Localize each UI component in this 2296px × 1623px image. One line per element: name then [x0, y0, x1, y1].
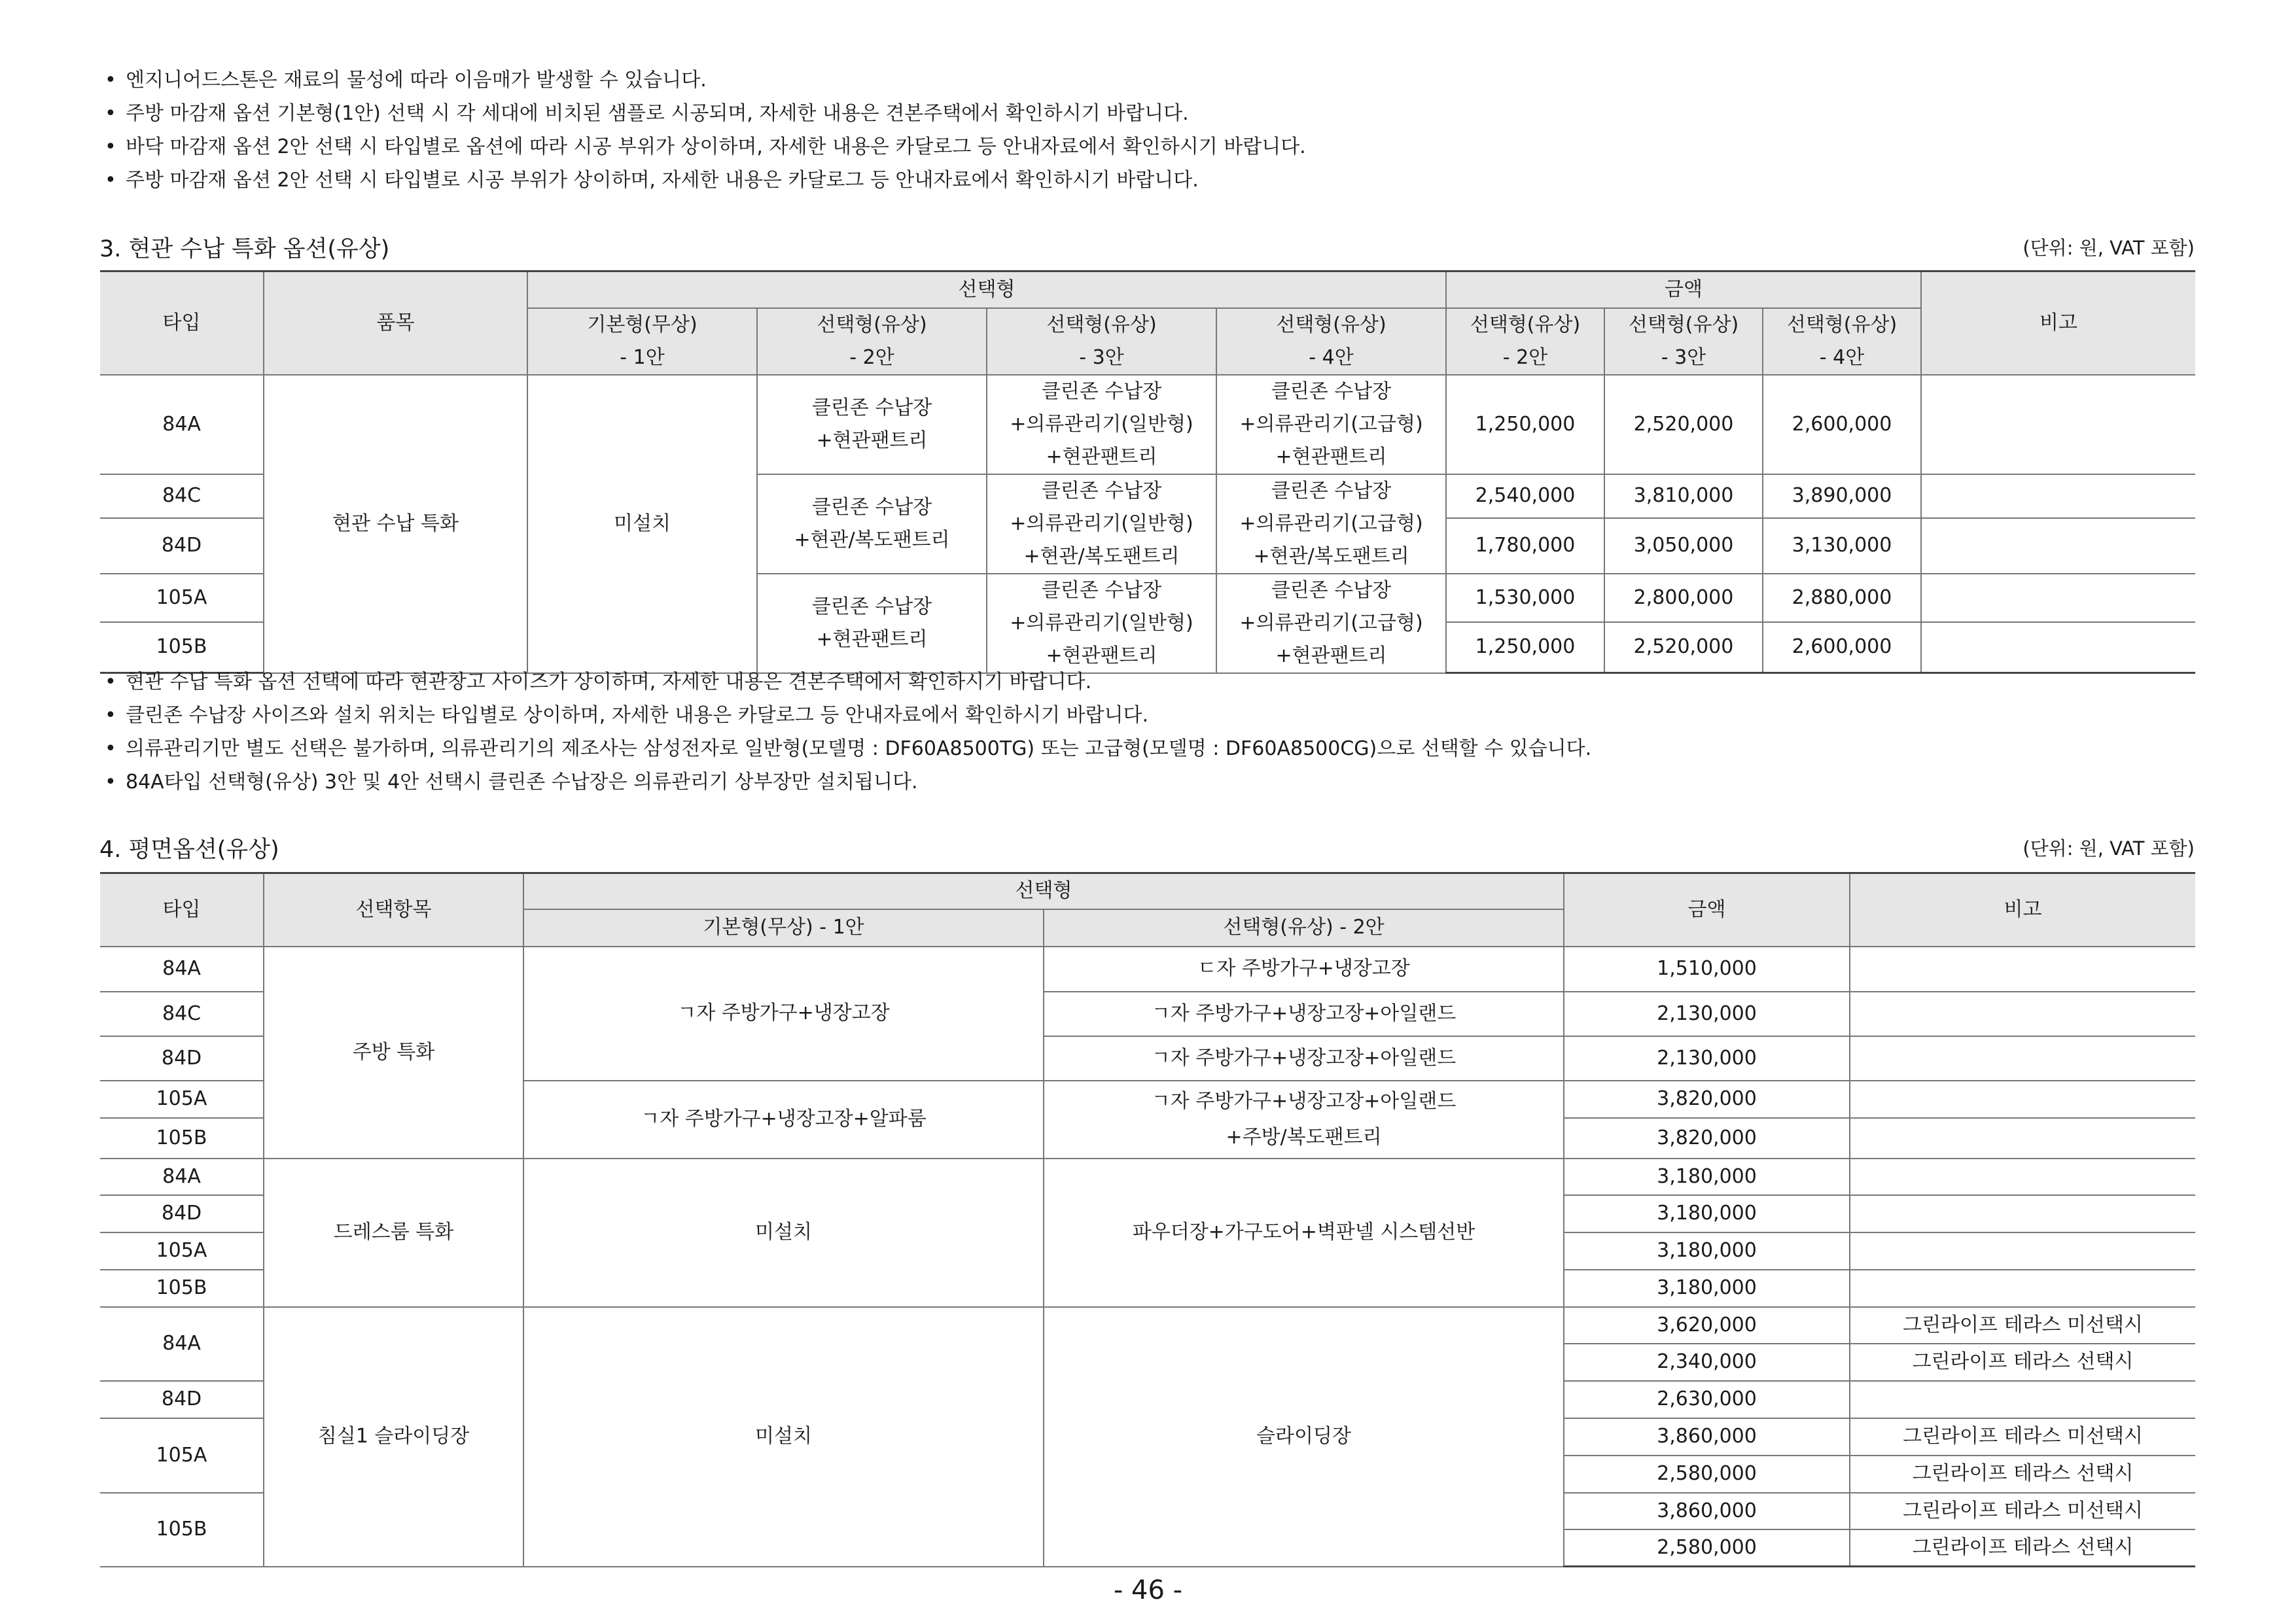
note-cell: 그린라이프 테라스 선택시	[1850, 1344, 2195, 1381]
section3-title: 3. 현관 수납 특화 옵션(유상)	[99, 236, 390, 262]
basic-option-cell: 미설치	[527, 375, 757, 673]
note-item: • 84A타입 선택형(유상) 3안 및 4안 선택시 클린존 수납장은 의류관리기 상부장만 설치됩니다.	[105, 765, 1591, 799]
amount-3-cell: 2,520,000	[1604, 375, 1763, 474]
amount-cell: 2,580,000	[1564, 1456, 1850, 1493]
note-cell: 그린라이프 테라스 선택시	[1850, 1456, 2195, 1493]
amount-cell: 3,820,000	[1564, 1118, 1850, 1159]
note-cell	[1850, 1036, 2195, 1081]
col-header-type: 타입	[100, 873, 264, 947]
amount-cell: 2,580,000	[1564, 1529, 1850, 1567]
amount-cell: 3,620,000	[1564, 1307, 1850, 1344]
col-header-amount: 금액	[1446, 271, 1921, 308]
col-header-option-2: 선택형(유상) - 2안	[757, 308, 987, 375]
col-header-basic-1: 기본형(무상) - 1안	[527, 308, 757, 375]
item-cell: 침실1 슬라이딩장	[264, 1307, 523, 1567]
basic-option-cell: ㄱ자 주방가구+냉장고장	[523, 947, 1044, 1081]
option-2-cell: 클린존 수납장 +현관팬트리	[757, 574, 987, 673]
option-2-cell: 클린존 수납장 +현관/복도팬트리	[757, 474, 987, 574]
note-cell	[1921, 474, 2195, 519]
note-cell	[1850, 1118, 2195, 1159]
item-cell: 현관 수납 특화	[264, 375, 527, 673]
table-row	[100, 375, 2195, 474]
amount-4-cell: 3,890,000	[1763, 474, 1921, 519]
col-header-option-3: 선택형(유상) - 3안	[987, 308, 1216, 375]
type-cell: 84A	[100, 1307, 264, 1381]
option-2-cell: ㄱ자 주방가구+냉장고장+아일랜드 +주방/복도팬트리	[1044, 1081, 1564, 1159]
amount-2-cell: 1,780,000	[1446, 518, 1604, 573]
type-cell: 105B	[100, 622, 264, 673]
amount-cell: 3,820,000	[1564, 1081, 1850, 1118]
option-2-cell: 클린존 수납장 +현관팬트리	[757, 375, 987, 474]
option-3-cell: 클린존 수납장 +의류관리기(일반형) +현관/복도팬트리	[987, 474, 1216, 574]
col-header-note: 비고	[1921, 271, 2195, 375]
note-cell: 그린라이프 테라스 미선택시	[1850, 1307, 2195, 1344]
type-cell: 84A	[100, 947, 264, 992]
amount-4-cell: 2,600,000	[1763, 375, 1921, 474]
type-cell: 84D	[100, 1036, 264, 1081]
amount-2-cell: 1,250,000	[1446, 375, 1604, 474]
option-4-cell: 클린존 수납장 +의류관리기(고급형) +현관팬트리	[1216, 375, 1446, 474]
col-header-select: 선택형	[527, 271, 1446, 308]
option-2-cell: 파우더장+가구도어+벽판넬 시스템선반	[1044, 1159, 1564, 1307]
col-header-select: 선택형	[523, 873, 1564, 909]
type-cell: 105A	[100, 1081, 264, 1118]
amount-cell: 2,630,000	[1564, 1381, 1850, 1418]
col-header-amount-2: 선택형(유상) - 2안	[1446, 308, 1604, 375]
col-header-basic: 기본형(무상) - 1안	[523, 909, 1044, 947]
amount-3-cell: 3,050,000	[1604, 518, 1763, 573]
note-cell	[1850, 947, 2195, 992]
amount-2-cell: 1,530,000	[1446, 574, 1604, 622]
option-3-cell: 클린존 수납장 +의류관리기(일반형) +현관팬트리	[987, 375, 1216, 474]
option-4-cell: 클린존 수납장 +의류관리기(고급형) +현관팬트리	[1216, 574, 1446, 673]
note-cell	[1850, 1159, 2195, 1195]
note-cell: 그린라이프 테라스 미선택시	[1850, 1493, 2195, 1529]
note-cell	[1921, 518, 2195, 573]
col-header-item: 선택항목	[264, 873, 523, 947]
amount-cell: 3,860,000	[1564, 1418, 1850, 1456]
section3-notes	[105, 665, 1591, 799]
type-cell: 105B	[100, 1270, 264, 1307]
table-row	[100, 1307, 2195, 1344]
type-cell: 105A	[100, 1232, 264, 1270]
col-header-amount: 금액	[1564, 873, 1850, 947]
amount-3-cell: 2,800,000	[1604, 574, 1763, 622]
col-header-amount-4: 선택형(유상) - 4안	[1763, 308, 1921, 375]
note-item: • 의류관리기만 별도 선택은 불가하며, 의류관리기의 제조사는 삼성전자로 일반형(모델명 : DF60A8500TG) 또는 고급형(모델명 : DF60A8500CG)으로 선택할 수 있습니다.	[105, 732, 1591, 765]
note-cell	[1850, 1232, 2195, 1270]
floor-plan-option-table	[100, 872, 2195, 1567]
note-cell	[1850, 1381, 2195, 1418]
note-cell	[1921, 622, 2195, 673]
note-cell	[1921, 375, 2195, 474]
note-cell: 그린라이프 테라스 선택시	[1850, 1529, 2195, 1567]
col-header-option-2: 선택형(유상) - 2안	[1044, 909, 1564, 947]
page-number: - 46 -	[1113, 1575, 1183, 1605]
note-cell: 그린라이프 테라스 미선택시	[1850, 1418, 2195, 1456]
section4-unit: (단위: 원, VAT 포함)	[2022, 837, 2195, 860]
amount-cell: 2,340,000	[1564, 1344, 1850, 1381]
item-cell: 주방 특화	[264, 947, 523, 1159]
note-cell	[1850, 1195, 2195, 1232]
top-notes	[105, 63, 1306, 197]
note-item: • 엔지니어드스톤은 재료의 물성에 따라 이음매가 발생할 수 있습니다.	[105, 63, 1306, 97]
amount-4-cell: 2,880,000	[1763, 574, 1921, 622]
section3-unit: (단위: 원, VAT 포함)	[2022, 237, 2195, 259]
type-cell: 105B	[100, 1493, 264, 1567]
col-header-item: 품목	[264, 271, 527, 375]
note-item: • 클린존 수납장 사이즈와 설치 위치는 타입별로 상이하며, 자세한 내용은 카달로그 등 안내자료에서 확인하시기 바랍니다.	[105, 699, 1591, 732]
amount-3-cell: 2,520,000	[1604, 622, 1763, 673]
amount-4-cell: 3,130,000	[1763, 518, 1921, 573]
type-cell: 105B	[100, 1118, 264, 1159]
type-cell: 84C	[100, 474, 264, 519]
option-3-cell: 클린존 수납장 +의류관리기(일반형) +현관팬트리	[987, 574, 1216, 673]
amount-3-cell: 3,810,000	[1604, 474, 1763, 519]
basic-option-cell: 미설치	[523, 1307, 1044, 1567]
table-row	[100, 1159, 2195, 1195]
note-cell	[1850, 1270, 2195, 1307]
amount-cell: 3,180,000	[1564, 1232, 1850, 1270]
amount-cell: 3,860,000	[1564, 1493, 1850, 1529]
type-cell: 84A	[100, 375, 264, 474]
amount-cell: 1,510,000	[1564, 947, 1850, 992]
type-cell: 84D	[100, 1381, 264, 1418]
amount-cell: 3,180,000	[1564, 1195, 1850, 1232]
type-cell: 84D	[100, 1195, 264, 1232]
note-item: • 바닥 마감재 옵션 2안 선택 시 타입별로 옵션에 따라 시공 부위가 상이하며, 자세한 내용은 카달로그 등 안내자료에서 확인하시기 바랍니다.	[105, 130, 1306, 164]
note-item: • 주방 마감재 옵션 2안 선택 시 타입별로 시공 부위가 상이하며, 자세한 내용은 카달로그 등 안내자료에서 확인하시기 바랍니다.	[105, 164, 1306, 197]
amount-cell: 2,130,000	[1564, 1036, 1850, 1081]
table-row	[100, 947, 2195, 992]
note-cell	[1850, 1081, 2195, 1118]
col-header-option-4: 선택형(유상) - 4안	[1216, 308, 1446, 375]
entrance-storage-option-table	[100, 270, 2195, 674]
type-cell: 84A	[100, 1159, 264, 1195]
option-2-cell: ㄱ자 주방가구+냉장고장+아일랜드	[1044, 1036, 1564, 1081]
amount-cell: 2,130,000	[1564, 992, 1850, 1036]
amount-cell: 3,180,000	[1564, 1270, 1850, 1307]
amount-2-cell: 2,540,000	[1446, 474, 1604, 519]
option-2-cell: ㄱ자 주방가구+냉장고장+아일랜드	[1044, 992, 1564, 1036]
item-cell: 드레스룸 특화	[264, 1159, 523, 1307]
type-cell: 84C	[100, 992, 264, 1036]
option-4-cell: 클린존 수납장 +의류관리기(고급형) +현관/복도팬트리	[1216, 474, 1446, 574]
option-2-cell: 슬라이딩장	[1044, 1307, 1564, 1567]
note-item: • 주방 마감재 옵션 기본형(1안) 선택 시 각 세대에 비치된 샘플로 시공되며, 자세한 내용은 견본주택에서 확인하시기 바랍니다.	[105, 97, 1306, 130]
note-cell	[1850, 992, 2195, 1036]
type-cell: 84D	[100, 518, 264, 573]
amount-4-cell: 2,600,000	[1763, 622, 1921, 673]
type-cell: 105A	[100, 1418, 264, 1493]
note-cell	[1921, 574, 2195, 622]
option-2-cell: ㄷ자 주방가구+냉장고장	[1044, 947, 1564, 992]
col-header-note: 비고	[1850, 873, 2195, 947]
basic-option-cell: 미설치	[523, 1159, 1044, 1307]
col-header-amount-3: 선택형(유상) - 3안	[1604, 308, 1763, 375]
amount-cell: 3,180,000	[1564, 1159, 1850, 1195]
basic-option-cell: ㄱ자 주방가구+냉장고장+알파룸	[523, 1081, 1044, 1159]
col-header-type: 타입	[100, 271, 264, 375]
note-item: • 현관 수납 특화 옵션 선택에 따라 현관창고 사이즈가 상이하며, 자세한 내용은 견본주택에서 확인하시기 바랍니다.	[105, 665, 1591, 699]
amount-2-cell: 1,250,000	[1446, 622, 1604, 673]
section4-title: 4. 평면옵션(유상)	[99, 837, 279, 863]
type-cell: 105A	[100, 574, 264, 622]
